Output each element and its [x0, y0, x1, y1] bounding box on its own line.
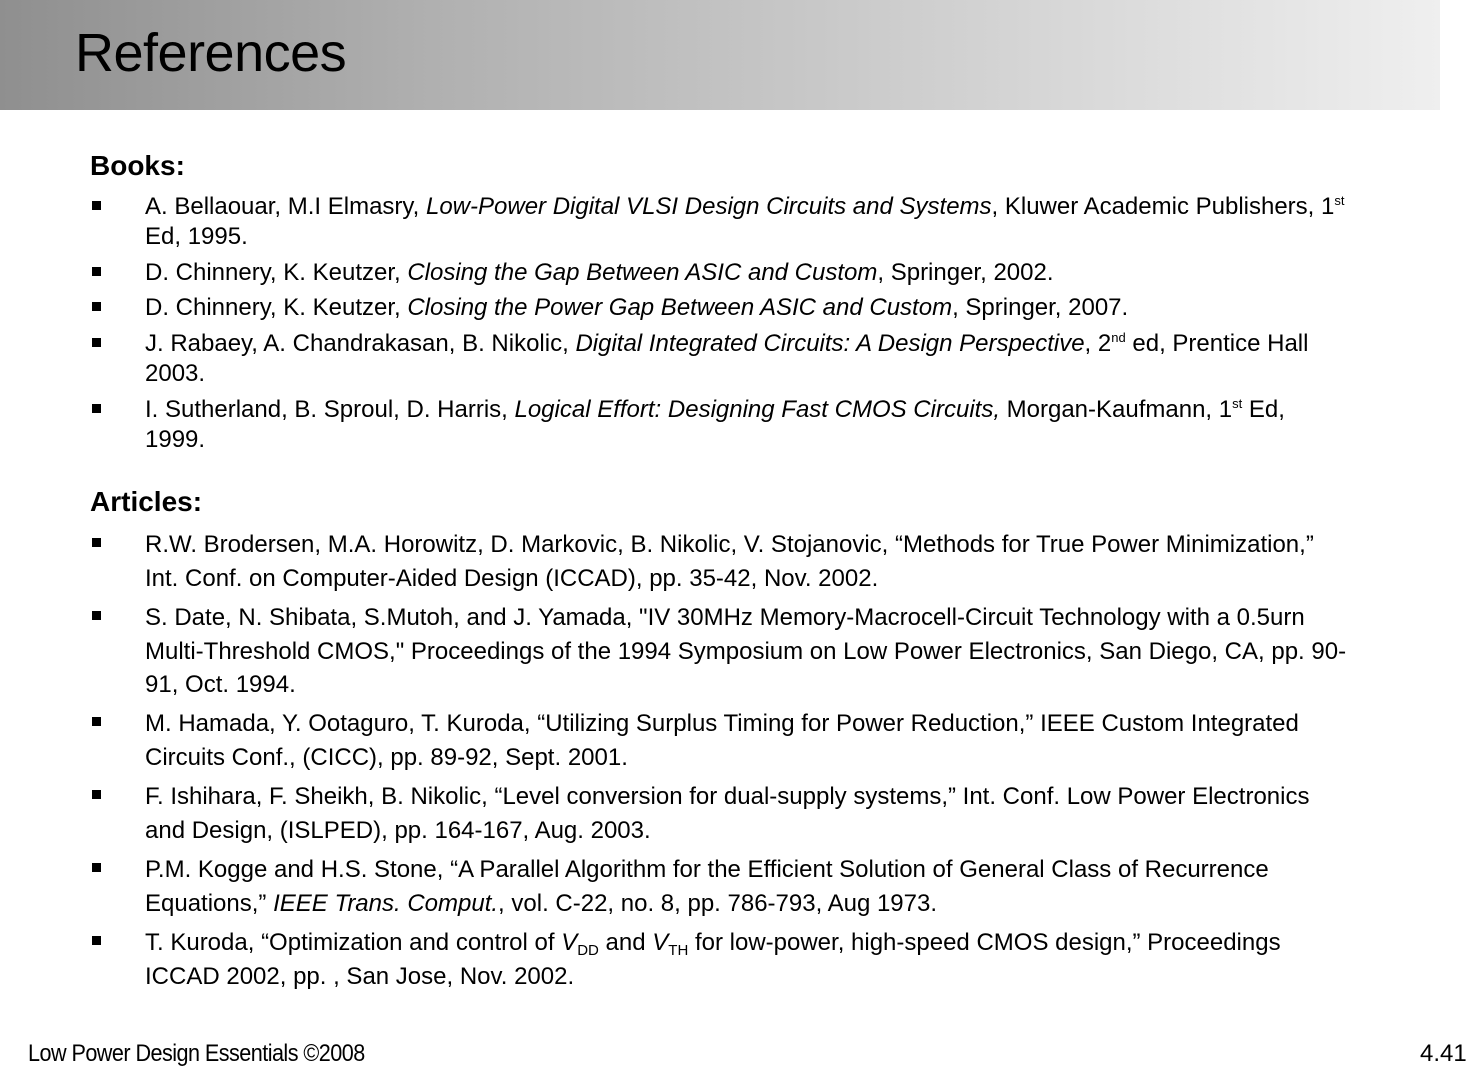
bullet-icon — [92, 936, 101, 945]
reference-text: F. Ishihara, F. Sheikh, B. Nikolic, “Level conversion for dual-supply systems,” Int. Conf. Low Power Electronics and Design, (ISLPED), pp. 164-167, Aug. 2003. — [145, 783, 1310, 844]
reference-text: I. Sutherland, B. Sproul, D. Harris, Logical Effort: Designing Fast CMOS Circuits, Morgan-Kaufmann, 1st Ed, 1999. — [145, 396, 1285, 453]
reference-text: T. Kuroda, “Optimization and control of $V_{DD}$ and $V_{TH}$ for low-power, high-speed CMOS design,” Proceedings ICCAD 2002, pp. , San Jose, Nov. 2002. — [145, 929, 1281, 990]
reference-text: R.W. Brodersen, M.A. Horowitz, D. Markovic, B. Nikolic, V. Stojanovic, “Methods for True Power Minimization,” Int. Conf. on Computer-Aided Design (ICCAD), pp. 35-42, Nov. 2002. — [145, 531, 1314, 592]
bullet-icon — [92, 863, 101, 872]
bullet-icon — [92, 611, 101, 620]
reference-text: M. Hamada, Y. Ootaguro, T. Kuroda, “Utilizing Surplus Timing for Power Reduction,” IEEE Custom Integrated Circuits Conf., (CICC), pp. 89-92, Sept. 2001. — [145, 710, 1299, 771]
books-heading: Books: — [90, 150, 185, 181]
reference-text: P.M. Kogge and H.S. Stone, “A Parallel Algorithm for the Efficient Solution of General Class of Recurrence Equations,” IEEE Trans. Comput., vol. C-22, no. 8, pp. 786-793, Aug 1973. — [145, 856, 1269, 917]
reference-text: D. Chinnery, K. Keutzer, Closing the Power Gap Between ASIC and Custom, Springer, 2007. — [145, 294, 1129, 321]
bullet-icon — [92, 404, 101, 413]
bullet-icon — [92, 201, 101, 210]
title-bar — [0, 0, 1440, 110]
bullet-icon — [92, 338, 101, 347]
page-title: References — [75, 23, 347, 83]
reference-text: S. Date, N. Shibata, S.Mutoh, and J. Yamada, "IV 30MHz Memory-Macrocell-Circuit Technology with a 0.5urn Multi-Threshold CMOS," Proceedings of the 1994 Symposium on Low Power Electronics, San Diego, CA, pp. 90-91, Oct. 1994. — [145, 604, 1347, 698]
footer-copyright: Low Power Design Essentials ©2008 — [28, 1040, 365, 1067]
reference-text: J. Rabaey, A. Chandrakasan, B. Nikolic, Digital Integrated Circuits: A Design Perspective, 2nd ed, Prentice Hall 2003. — [145, 330, 1309, 387]
bullet-icon — [92, 302, 101, 311]
footer-page-number: 4.41 — [1420, 1040, 1467, 1067]
bullet-icon — [92, 267, 101, 276]
reference-text: A. Bellaouar, M.I Elmasry, Low-Power Digital VLSI Design Circuits and Systems, Kluwer Academic Publishers, 1st Ed, 1995. — [145, 193, 1345, 250]
articles-heading: Articles: — [90, 486, 203, 517]
bullet-icon — [92, 538, 101, 547]
bullet-icon — [92, 790, 101, 799]
reference-text: D. Chinnery, K. Keutzer, Closing the Gap Between ASIC and Custom, Springer, 2002. — [145, 259, 1054, 286]
bullet-icon — [92, 717, 101, 726]
